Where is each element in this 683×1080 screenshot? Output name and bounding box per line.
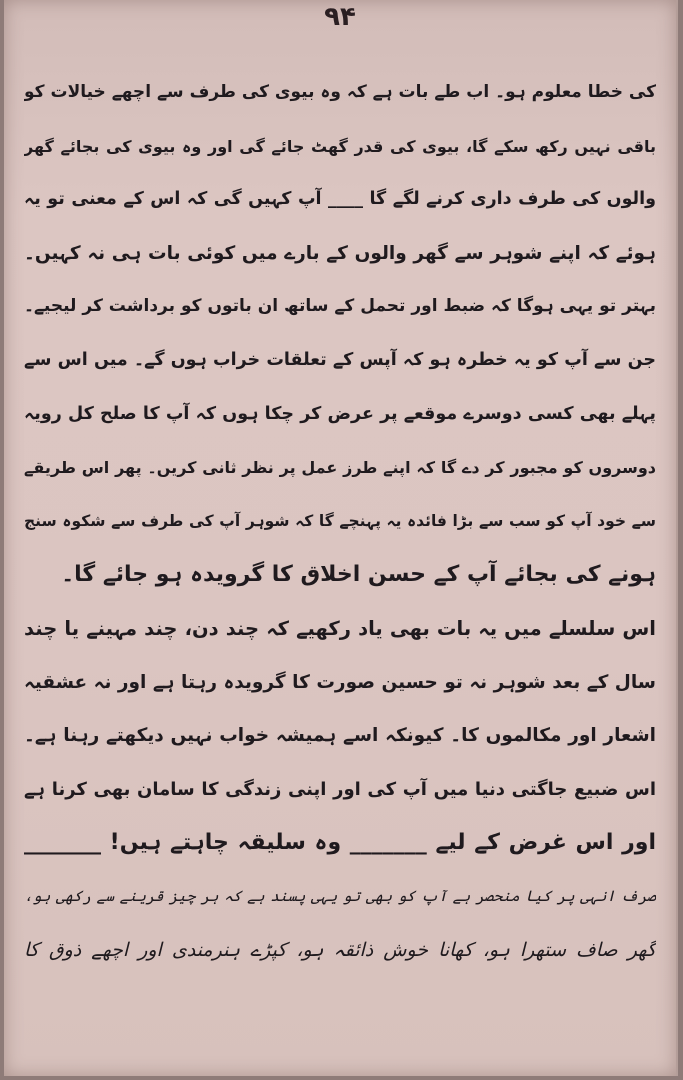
text-line: پہلے بھی کسی دوسرے موقعے پر عرض کر چکا ہوں کہ آپ کا صلح کل رویہ — [24, 403, 656, 424]
page-number: ۹۴ — [324, 2, 356, 32]
text-line: باقی نہیں رکھ سکے گا، بیوی کی قدر گھٹ جائے گی اور وہ بیوی کی بجائے گھر — [24, 136, 656, 156]
text-line: اور اس غرض کے لیے _______ وہ سلیقہ چاہتے ہیں! _______ — [24, 830, 656, 856]
text-line: گھر صاف ستھرا ہو، کھانا خوش ذائقہ ہو، کپڑے ہنرمندی اور اچھے ذوق کا — [24, 938, 656, 961]
text-line: ہوئے کہ اپنے شوہر سے گھر والوں کے بارے میں کوئی بات ہی نہ کہیں۔ — [24, 242, 656, 264]
text-line: اس ضبیع جاگتی دنیا میں آپ کی اور اپنی زندگی کا سامان بھی کرنا ہے — [24, 778, 656, 800]
text-line: سے خود آپ کو سب سے بڑا فائدہ یہ پہنچے گا کہ شوہر آپ کی طرف سے شکوہ سنج — [24, 511, 656, 530]
text-line: کی خطا معلوم ہو۔ اب طے بات ہے کہ وہ بیوی کی طرف سے اچھے خیالات کو — [24, 82, 656, 102]
text-line: اس سلسلے میں یہ بات بھی یاد رکھیے کہ چند دن، چند مہینے یا چند — [24, 616, 656, 640]
text-line: دوسروں کو مجبور کر دے گا کہ اپنے طرز عمل پر نظر ثانی کریں۔ پھر اس طریقے — [24, 458, 656, 478]
text-line: سال کے بعد شوہر نہ تو حسین صورت کا گرویدہ رہتا ہے اور نہ عشقیہ — [24, 671, 656, 693]
text-line: ہونے کی بجائے آپ کے حسن اخلاق کا گرویدہ ہو جائے گا۔ — [61, 562, 656, 588]
text-line: اشعار اور مکالموں کا۔ کیونکہ اسے ہمیشہ خواب نہیں دیکھتے رہنا ہے۔ — [24, 725, 656, 747]
text-line: صرف انہی پر کیا منحصر ہے آپ کو بھی تو یہی پسند ہے کہ ہر چیز قرینے سے رکھی ہو، — [24, 886, 656, 905]
text-line: والوں کی طرف داری کرنے لگے گا ____ آپ کہیں گی کہ اس کے معنی تو یہ — [24, 189, 656, 210]
page-body-text — [24, 66, 656, 977]
book-page — [4, 0, 678, 1076]
text-line: بہتر تو یہی ہوگا کہ ضبط اور تحمل کے ساتھ ان باتوں کو برداشت کر لیجیے۔ — [24, 296, 656, 317]
text-line: جن سے آپ کو یہ خطرہ ہو کہ آپس کے تعلقات خراب ہوں گے۔ میں اس سے — [24, 349, 656, 370]
